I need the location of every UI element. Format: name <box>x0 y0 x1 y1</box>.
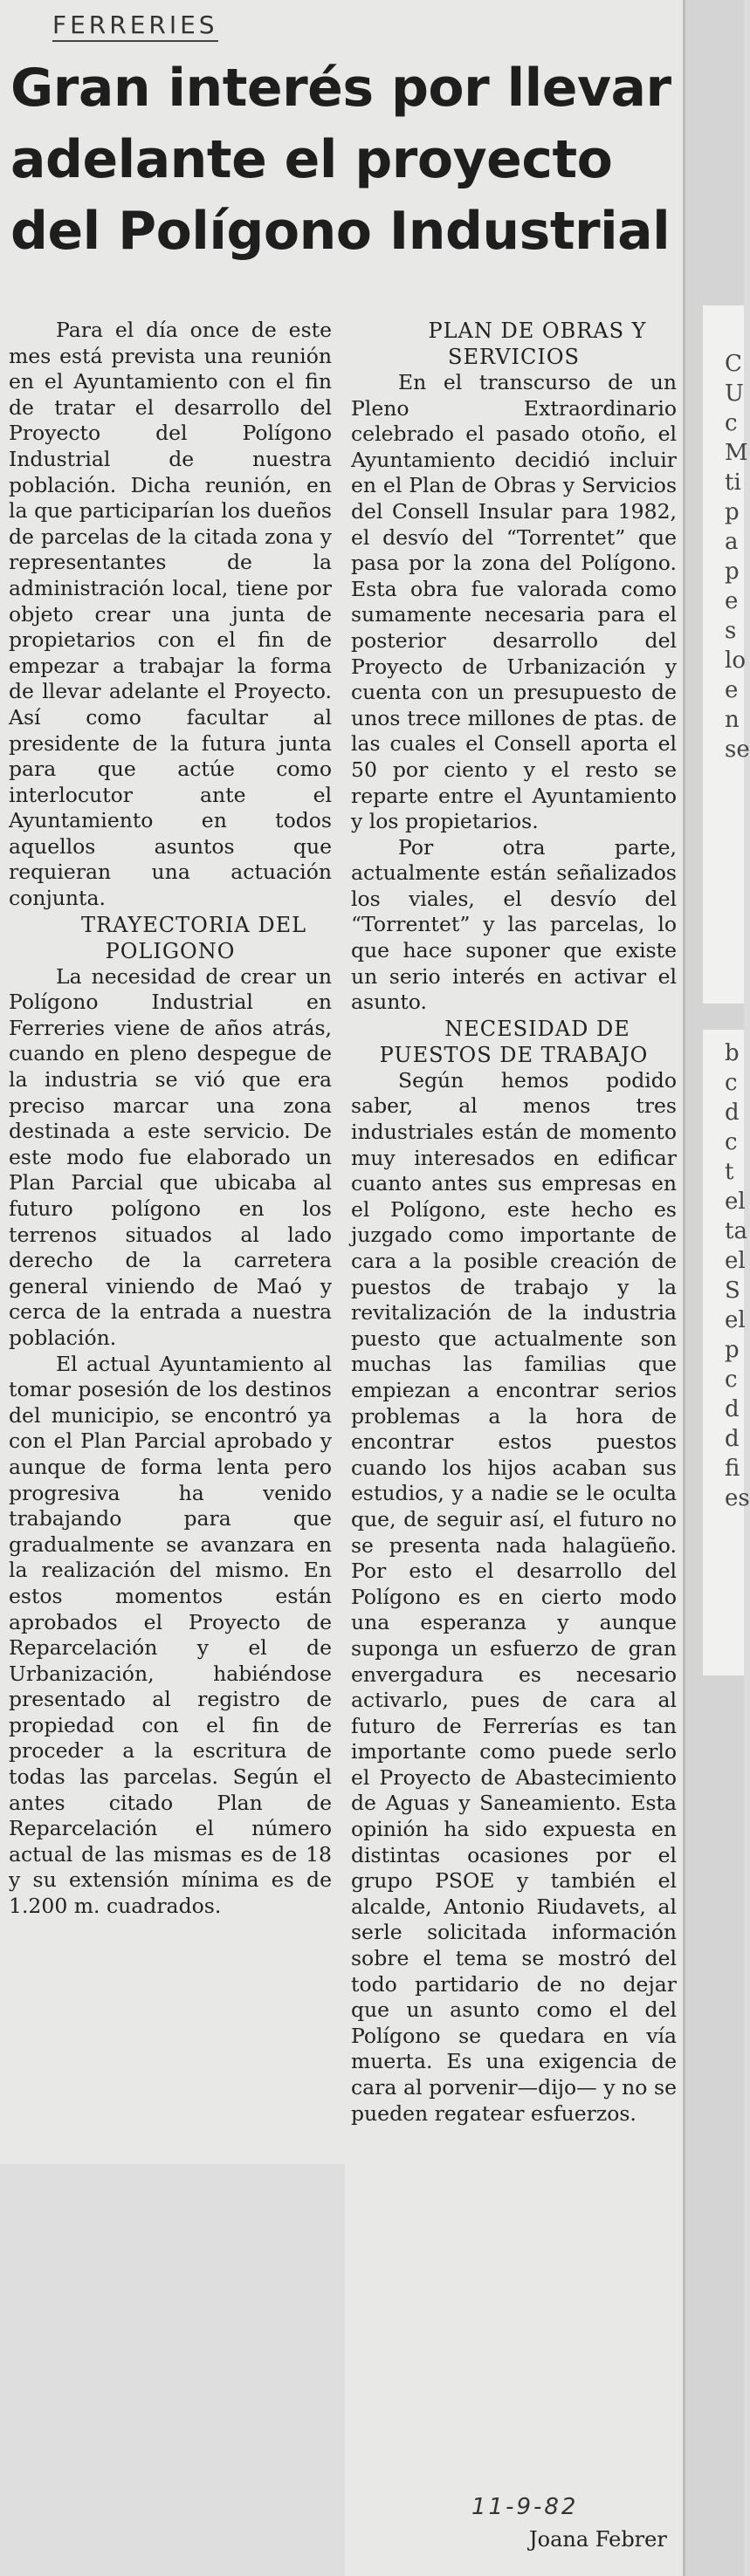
article-column-right <box>351 318 677 2127</box>
byline: Joana Febrer <box>529 2527 667 2552</box>
headline: Gran interés por llevar adelante el proyecto del Polígono Industrial <box>10 58 671 262</box>
section-label: FERRERIES <box>52 10 218 42</box>
paragraph: Para el día once de este mes está prevista una reunión en el Ayuntamiento con el fin de tratar el desarrollo del Proyecto del Polígono Industrial de nuestra población. Dicha reunión, en la que participarían los dueños de parcelas de la citada zona y representantes de la administración local, tiene por objeto crear una junta de propietarios con el fin de empezar a trabajar la forma de llevar adelante el Proyecto. Así como facultar al presidente de la futura junta para que actúe como interlocutor ante el Ayuntamiento en todos aquellos asuntos que requieran una actuación conjunta. <box>9 318 332 911</box>
subheading-plan-de-obras: PLAN DE OBRAS Y SERVICIOS <box>428 319 647 369</box>
subheading-trayectoria: TRAYECTORIA DEL POLIGONO <box>80 912 307 963</box>
handwritten-date: 11-9-82 <box>471 2494 579 2520</box>
adjacent-fragments-top: C U c M ti p a p e s lo e n se <box>725 351 750 763</box>
paragraph: La necesidad de crear un Polígono Industrial en Ferreries viene de años atrás, cuando en pleno despegue de la industria se vió que era preciso marcar una zona destinada a este servicio. De este modo fue elaborado un Plan Parcial que ubicaba al futuro polígono en los terrenos situados al lado derecho de la carretera general viniendo de Maó y cerca de la entrada a nuestra población. <box>9 963 332 1350</box>
article-column-left <box>9 318 332 1920</box>
clipping-shadow <box>0 2164 345 2576</box>
subheading-necesidad: NECESIDAD DE PUESTOS DE TRABAJO <box>379 1016 649 1067</box>
paragraph: En el transcurso de un Pleno Extraordinario celebrado el pasado otoño, el Ayuntamiento decidió incluir en el Plan de Obras y Servicios del Consell Insular para 1982, el desvío del “Torrentet” que pasa por la zona del Polígono. Esta obra fue valorada como sumamente necesaria para el posterior desarrollo del Proyecto de Urbanización y cuenta con un presupuesto de unos trece millones de ptas. de las cuales el Consell aporta el 50 por ciento y el resto se reparte entre el Ayuntamiento y los propietarios. <box>351 370 677 834</box>
adjacent-fragments-bottom: b c d c t el ta el S el p c d d fi es <box>725 1040 750 1511</box>
paragraph: Por otra parte, actualmente están señalizados los viales, el desvío del “Torrentet” y las parcelas, lo que hace suponer que existe un serio interés en activar el asunto. <box>351 834 677 1015</box>
paragraph: Según hemos podido saber, al menos tres industriales están de momento muy interesados en edificar cuanto antes sus empresas en el Polígono, este hecho es juzgado como importante de cara a la posible creación de puestos de trabajo y la revitalización de la industria puesto que actualmente son muchas las familias que empiezan a encontrar serios problemas a la hora de encontrar estos puestos cuando los hijos acaban sus estudios, y a nadie se le oculta que, de seguir así, el futuro no se presenta nada halagüeño. Por esto el desarrollo del Polígono es en cierto modo una esperanza y aunque suponga un esfuerzo de gran envergadura es necesario activarlo, pues de cara al futuro de Ferrerías es tan importante como puede serlo el Proyecto de Abastecimiento de Aguas y Saneamiento. Esta opinión ha sido expuesta en distintas ocasiones por el grupo PSOE y también el alcalde, Antonio Riudavets, al serle solicitada información sobre el tema se mostró del todo partidario de no dejar que un asunto como el del Polígono se quedara en vía muerta. Es una exigencia de cara al porvenir—dijo— y no se pueden regatear esfuerzos. <box>351 1067 677 2126</box>
paragraph: El actual Ayuntamiento al tomar posesión de los destinos del municipio, se encontró ya con el Plan Parcial aprobado y aunque de forma lenta pero progresiva ha venido trabajando para que gradualmente se avanzara en la realización del mismo. En estos momentos están aprobados el Proyecto de Reparcelación y el de Urbanización, habiéndose presentado al registro de propiedad con el fin de proceder a la escritura de todas las parcelas. Según el antes citado Plan de Reparcelación el número actual de las mismas es de 18 y su extensión mínima es de 1.200 m. cuadrados. <box>9 1351 332 1919</box>
